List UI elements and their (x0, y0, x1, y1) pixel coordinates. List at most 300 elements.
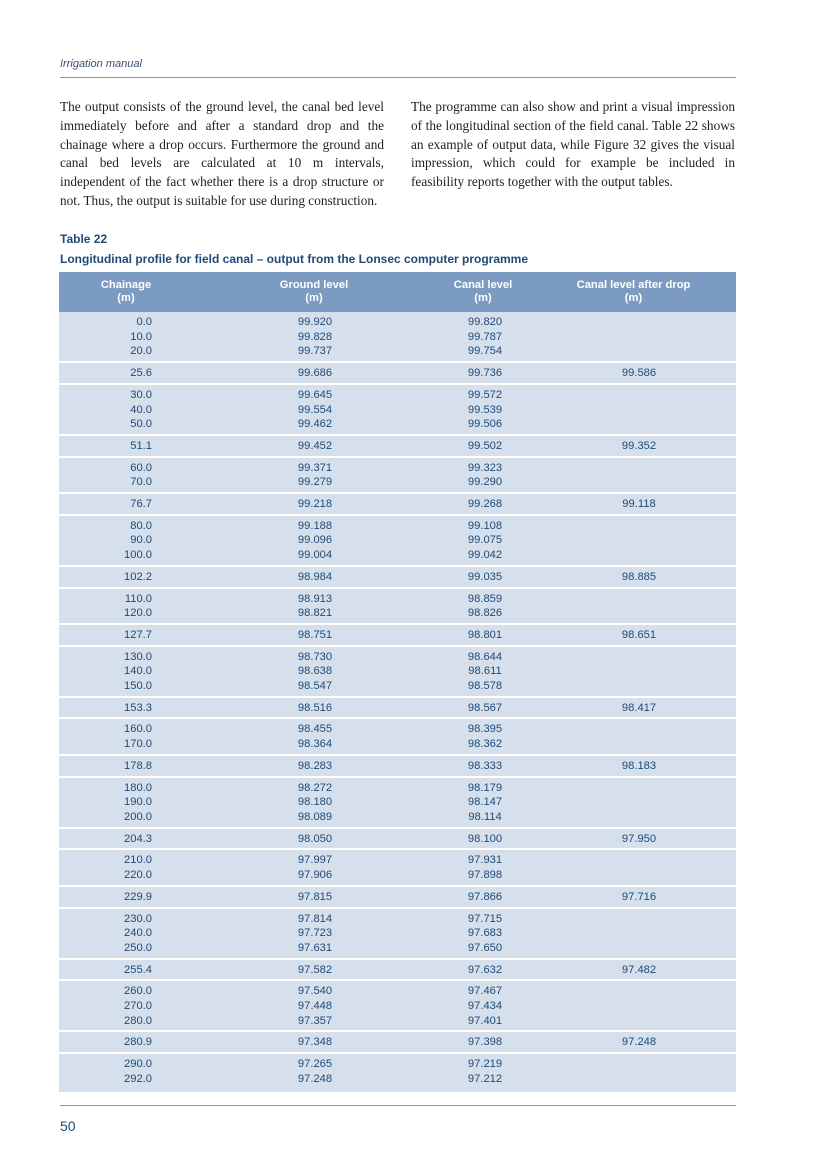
table-row-group (59, 960, 736, 982)
table-cell-chainage: 76.7 (130, 498, 152, 511)
cell-column-ground-level (202, 519, 428, 563)
table-cell-ground-level: 97.265 (297, 1058, 333, 1071)
table-cell-ground-level: 98.516 (297, 701, 333, 714)
cell-column-ground-level (202, 315, 428, 359)
header-canal-level-after-drop (531, 272, 736, 312)
table-cell-chainage: 200.0 (124, 810, 152, 823)
cell-column-canal-level (428, 570, 542, 585)
table-cell-canal-level: 98.333 (467, 759, 503, 772)
table-cell-ground-level: 99.218 (297, 498, 333, 511)
cell-column-ground-level (202, 366, 428, 381)
table-cell-canal-level: 99.035 (467, 570, 503, 583)
cell-column-chainage (59, 890, 202, 905)
table-cell-canal-level: 97.467 (467, 985, 503, 998)
table-cell-ground-level: 97.815 (297, 890, 333, 903)
cell-column-canal-level-after-drop (542, 1057, 736, 1086)
table-row-group (59, 647, 736, 698)
table-row-group (59, 1054, 736, 1088)
table-cell-ground-level: 99.188 (297, 519, 333, 532)
table-cell-ground-level: 99.645 (297, 388, 333, 401)
table-row-group (59, 567, 736, 589)
cell-column-chainage (59, 497, 202, 512)
table-row-group (59, 778, 736, 829)
table-row-group (59, 829, 736, 851)
table-cell-canal-level: 99.323 (467, 461, 503, 474)
table-cell-canal-level-after-drop (637, 344, 640, 359)
table-row-group (59, 436, 736, 458)
table-cell-ground-level: 97.448 (297, 1000, 333, 1013)
table-cell-canal-level: 98.147 (467, 796, 503, 809)
table-cell-chainage: 280.0 (124, 1014, 152, 1027)
table-cell-ground-level: 98.984 (297, 570, 333, 583)
table-cell-ground-level: 98.730 (297, 650, 333, 663)
table-cell-canal-level: 98.859 (467, 592, 503, 605)
table-row-group (59, 850, 736, 886)
table-cell-ground-level: 98.180 (297, 796, 333, 809)
cell-column-ground-level (202, 781, 428, 825)
table-cell-ground-level: 97.997 (297, 854, 333, 867)
cell-column-canal-level-after-drop (542, 366, 736, 381)
table-cell-canal-level-after-drop (637, 664, 640, 679)
table-cell-ground-level: 99.096 (297, 534, 333, 547)
table-cell-canal-level-after-drop: 97.716 (621, 890, 657, 903)
table-body (59, 312, 736, 1092)
cell-column-canal-level (428, 701, 542, 716)
table-cell-ground-level: 97.906 (297, 869, 333, 882)
cell-column-canal-level-after-drop (542, 592, 736, 621)
table-cell-canal-level-after-drop (637, 592, 640, 607)
table-row-group (59, 698, 736, 720)
cell-column-canal-level-after-drop (542, 701, 736, 716)
table-cell-ground-level: 98.364 (297, 738, 333, 751)
table-cell-canal-level-after-drop (637, 868, 640, 883)
table-cell-canal-level-after-drop (637, 533, 640, 548)
cell-column-chainage (59, 388, 202, 432)
table-cell-chainage: 60.0 (130, 461, 152, 474)
table-cell-chainage: 270.0 (124, 1000, 152, 1013)
table-cell-ground-level: 99.279 (297, 476, 333, 489)
table-row-group (59, 887, 736, 909)
table-cell-chainage: 160.0 (124, 723, 152, 736)
table-cell-ground-level: 97.814 (297, 912, 333, 925)
table-cell-canal-level-after-drop (637, 461, 640, 476)
cell-column-chainage (59, 461, 202, 490)
header-ground-level-name: Ground level (279, 279, 349, 291)
table-cell-chainage: 80.0 (130, 519, 152, 532)
table-row-group (59, 312, 736, 363)
table-cell-canal-level-after-drop: 97.950 (621, 832, 657, 845)
table-cell-canal-level: 99.290 (467, 476, 503, 489)
cell-column-ground-level (202, 388, 428, 432)
cell-column-canal-level (428, 759, 542, 774)
cell-column-canal-level (428, 984, 542, 1028)
table-cell-canal-level-after-drop: 99.586 (621, 367, 657, 380)
table-row-group (59, 589, 736, 625)
table-cell-canal-level: 99.506 (467, 418, 503, 431)
footer-rule (60, 1105, 736, 1106)
table-cell-canal-level: 98.826 (467, 607, 503, 620)
cell-column-canal-level-after-drop (542, 461, 736, 490)
table-cell-ground-level: 98.283 (297, 759, 333, 772)
table-row-group (59, 625, 736, 647)
cell-column-ground-level (202, 1035, 428, 1050)
header-rule (60, 77, 736, 78)
cell-column-chainage (59, 722, 202, 751)
table-cell-ground-level: 98.751 (297, 628, 333, 641)
table-cell-chainage: 110.0 (124, 592, 152, 605)
table-cell-chainage: 51.1 (130, 439, 152, 452)
table-cell-canal-level-after-drop (637, 781, 640, 796)
table-cell-chainage: 180.0 (124, 781, 152, 794)
table-cell-ground-level: 97.582 (297, 963, 333, 976)
table-cell-chainage: 90.0 (130, 534, 152, 547)
table-cell-canal-level-after-drop (637, 606, 640, 621)
cell-column-chainage (59, 570, 202, 585)
table-cell-canal-level-after-drop (637, 315, 640, 330)
table-cell-canal-level: 98.578 (467, 680, 503, 693)
table-label: Table 22 (60, 232, 108, 246)
table-cell-canal-level: 98.362 (467, 738, 503, 751)
cell-column-canal-level-after-drop (542, 759, 736, 774)
cell-column-chainage (59, 366, 202, 381)
cell-column-canal-level (428, 650, 542, 694)
table-cell-canal-level-after-drop (637, 388, 640, 403)
header-canal-after-drop-name: Canal level after drop (576, 279, 691, 291)
cell-column-canal-level-after-drop (542, 628, 736, 643)
table-cell-chainage: 250.0 (124, 941, 152, 954)
table-cell-canal-level: 97.401 (467, 1014, 503, 1027)
table-cell-ground-level: 99.920 (297, 316, 333, 328)
table-cell-canal-level-after-drop (637, 795, 640, 810)
cell-column-canal-level (428, 366, 542, 381)
header-canal-level (435, 272, 531, 312)
cell-column-canal-level (428, 628, 542, 643)
table-caption: Longitudinal profile for field canal – output from the Lonsec computer programme (60, 252, 529, 266)
cell-column-canal-level-after-drop (542, 722, 736, 751)
cell-column-chainage (59, 439, 202, 454)
table-row-group (59, 719, 736, 755)
table-cell-canal-level: 97.434 (467, 1000, 503, 1013)
table-cell-ground-level: 98.272 (297, 781, 333, 794)
cell-column-chainage (59, 759, 202, 774)
table-cell-canal-level: 99.754 (467, 345, 503, 358)
table-cell-canal-level: 97.866 (467, 890, 503, 903)
cell-column-chainage (59, 912, 202, 956)
cell-column-ground-level (202, 497, 428, 512)
cell-column-ground-level (202, 570, 428, 585)
table-cell-ground-level: 98.455 (297, 723, 333, 736)
table-cell-canal-level: 98.801 (467, 628, 503, 641)
running-header: Irrigation manual (60, 58, 142, 70)
paragraph-right: The programme can also show and print a visual impression of the longitudinal section of the field canal. Table 22 shows an example of output data, while Figure 32 gives the visual impression, which could for example be included in feasibility reports together with the output tables. (411, 99, 735, 190)
table-cell-canal-level-after-drop (637, 810, 640, 825)
cell-column-canal-level (428, 439, 542, 454)
table-cell-canal-level: 98.644 (467, 650, 503, 663)
cell-column-ground-level (202, 963, 428, 978)
table-cell-chainage: 170.0 (124, 738, 152, 751)
table-row-group (59, 385, 736, 436)
cell-column-canal-level-after-drop (542, 781, 736, 825)
table-cell-canal-level-after-drop: 98.183 (621, 759, 657, 772)
cell-column-canal-level-after-drop (542, 890, 736, 905)
header-chainage-unit: (m) (117, 292, 135, 304)
cell-column-canal-level (428, 388, 542, 432)
cell-column-chainage (59, 701, 202, 716)
table-cell-canal-level: 99.736 (467, 367, 503, 380)
cell-column-canal-level (428, 315, 542, 359)
table-cell-canal-level: 99.539 (467, 403, 503, 416)
table-cell-chainage: 178.8 (124, 759, 152, 772)
table-cell-canal-level-after-drop (637, 1072, 640, 1087)
table-cell-chainage: 150.0 (124, 680, 152, 693)
table-cell-ground-level: 99.828 (297, 330, 333, 343)
cell-column-ground-level (202, 912, 428, 956)
header-canal-after-drop-unit: (m) (624, 292, 643, 304)
table-cell-chainage: 30.0 (130, 388, 152, 401)
cell-column-canal-level (428, 963, 542, 978)
table-cell-canal-level-after-drop: 98.417 (621, 701, 657, 714)
cell-column-ground-level (202, 461, 428, 490)
table-cell-canal-level: 97.650 (467, 941, 503, 954)
table-cell-ground-level: 98.547 (297, 680, 333, 693)
cell-column-chainage (59, 592, 202, 621)
cell-column-ground-level (202, 701, 428, 716)
table-cell-ground-level: 98.913 (297, 592, 333, 605)
table-cell-chainage: 102.2 (124, 570, 152, 583)
table-cell-ground-level: 99.452 (297, 439, 333, 452)
cell-column-canal-level (428, 1057, 542, 1086)
table-cell-chainage: 204.3 (124, 832, 152, 845)
cell-column-canal-level (428, 1035, 542, 1050)
cell-column-canal-level-after-drop (542, 912, 736, 956)
cell-column-canal-level-after-drop (542, 439, 736, 454)
header-ground-level (193, 272, 435, 312)
table-cell-canal-level: 98.114 (468, 810, 502, 823)
table-cell-ground-level: 97.631 (297, 941, 333, 954)
table-cell-canal-level-after-drop (637, 548, 640, 563)
table-cell-canal-level: 97.931 (467, 854, 503, 867)
cell-column-ground-level (202, 853, 428, 882)
table-cell-chainage: 40.0 (130, 403, 152, 416)
cell-column-chainage (59, 650, 202, 694)
table-cell-chainage: 240.0 (124, 927, 152, 940)
cell-column-canal-level-after-drop (542, 650, 736, 694)
table-cell-canal-level: 98.611 (468, 665, 502, 678)
table-cell-ground-level: 98.050 (297, 832, 333, 845)
cell-column-chainage (59, 628, 202, 643)
table-cell-ground-level: 99.737 (297, 345, 333, 358)
table-cell-canal-level: 98.395 (467, 723, 503, 736)
table-cell-ground-level: 98.638 (297, 665, 333, 678)
table-cell-canal-level-after-drop: 98.651 (621, 628, 657, 641)
table-cell-ground-level: 99.686 (297, 367, 333, 380)
table-cell-canal-level-after-drop: 98.885 (621, 570, 657, 583)
table-cell-canal-level: 99.108 (467, 519, 503, 532)
cell-column-canal-level (428, 912, 542, 956)
cell-column-canal-level-after-drop (542, 519, 736, 563)
cell-column-ground-level (202, 759, 428, 774)
table-cell-canal-level-after-drop (637, 912, 640, 927)
cell-column-ground-level (202, 628, 428, 643)
cell-column-ground-level (202, 1057, 428, 1086)
cell-column-ground-level (202, 650, 428, 694)
table-cell-chainage: 153.3 (124, 701, 152, 714)
table-cell-chainage: 120.0 (124, 607, 152, 620)
cell-column-canal-level-after-drop (542, 497, 736, 512)
cell-column-canal-level-after-drop (542, 570, 736, 585)
table-cell-chainage: 280.9 (124, 1036, 152, 1049)
table-cell-canal-level-after-drop (637, 519, 640, 534)
cell-column-canal-level-after-drop (542, 388, 736, 432)
table-cell-chainage: 70.0 (130, 476, 152, 489)
cell-column-canal-level-after-drop (542, 832, 736, 847)
cell-column-canal-level-after-drop (542, 984, 736, 1028)
data-table (59, 272, 736, 1092)
table-row-group (59, 363, 736, 385)
cell-column-canal-level-after-drop (542, 853, 736, 882)
cell-column-canal-level-after-drop (542, 963, 736, 978)
cell-column-ground-level (202, 722, 428, 751)
table-cell-canal-level-after-drop (637, 1014, 640, 1029)
table-cell-ground-level: 99.371 (297, 461, 333, 474)
header-chainage-name: Chainage (100, 279, 152, 291)
cell-column-chainage (59, 315, 202, 359)
table-cell-canal-level: 98.100 (467, 832, 503, 845)
table-cell-chainage: 100.0 (124, 549, 152, 562)
cell-column-chainage (59, 853, 202, 882)
cell-column-chainage (59, 781, 202, 825)
cell-column-ground-level (202, 592, 428, 621)
table-cell-chainage: 20.0 (130, 345, 152, 358)
header-canal-level-name: Canal level (453, 279, 513, 291)
table-cell-ground-level: 98.821 (297, 607, 333, 620)
table-cell-canal-level-after-drop (637, 679, 640, 694)
table-cell-chainage: 127.7 (124, 628, 152, 641)
table-cell-canal-level-after-drop (637, 984, 640, 999)
table-cell-ground-level: 98.089 (297, 810, 333, 823)
table-cell-ground-level: 97.357 (297, 1014, 333, 1027)
cell-column-canal-level (428, 519, 542, 563)
table-cell-ground-level: 97.248 (297, 1072, 333, 1085)
table-cell-chainage: 292.0 (124, 1072, 152, 1085)
table-row-group (59, 1032, 736, 1054)
table-cell-canal-level-after-drop (637, 853, 640, 868)
table-cell-canal-level: 99.502 (467, 439, 503, 452)
table-row-group (59, 494, 736, 516)
table-cell-canal-level-after-drop (637, 403, 640, 418)
table-cell-canal-level: 97.683 (467, 927, 503, 940)
table-cell-canal-level: 99.820 (467, 316, 503, 328)
table-cell-canal-level: 99.268 (467, 498, 503, 511)
page-number: 50 (60, 1118, 76, 1134)
table-cell-canal-level-after-drop: 99.352 (621, 439, 657, 452)
table-cell-canal-level-after-drop (637, 330, 640, 345)
cell-column-canal-level-after-drop (542, 315, 736, 359)
table-cell-canal-level-after-drop (637, 475, 640, 490)
table-cell-canal-level: 97.715 (467, 912, 503, 925)
cell-column-canal-level (428, 890, 542, 905)
cell-column-ground-level (202, 984, 428, 1028)
cell-column-canal-level (428, 461, 542, 490)
table-cell-canal-level: 97.398 (467, 1036, 503, 1049)
table-cell-ground-level: 99.004 (297, 549, 333, 562)
cell-column-canal-level (428, 592, 542, 621)
table-cell-canal-level-after-drop (637, 650, 640, 665)
cell-column-chainage (59, 519, 202, 563)
table-cell-chainage: 50.0 (130, 418, 152, 431)
cell-column-canal-level (428, 832, 542, 847)
table-cell-chainage: 190.0 (124, 796, 152, 809)
cell-column-canal-level (428, 497, 542, 512)
table-cell-canal-level-after-drop (637, 999, 640, 1014)
table-cell-canal-level-after-drop (637, 926, 640, 941)
table-cell-canal-level: 97.219 (467, 1058, 503, 1071)
table-cell-ground-level: 97.723 (297, 927, 333, 940)
table-cell-chainage: 260.0 (124, 985, 152, 998)
cell-column-chainage (59, 984, 202, 1028)
table-cell-canal-level-after-drop (637, 722, 640, 737)
table-cell-chainage: 25.6 (130, 367, 152, 380)
paragraph-left: The output consists of the ground level, the canal bed level immediately before and after a standard drop and the chainage where a drop occurs. Furthermore the ground and canal bed levels are calculated at 10 m intervals, independent of the fact whether there is a drop structure or not. Thus, the output is suitable for use during construction. (60, 99, 384, 208)
cell-column-chainage (59, 1035, 202, 1050)
table-cell-canal-level-after-drop (637, 417, 640, 432)
table-cell-canal-level: 98.179 (467, 781, 503, 794)
table-cell-canal-level-after-drop (637, 941, 640, 956)
table-cell-canal-level: 99.042 (467, 549, 503, 562)
cell-column-chainage (59, 1057, 202, 1086)
table-cell-ground-level: 97.348 (297, 1036, 333, 1049)
table-row-group (59, 756, 736, 778)
table-header-row (59, 272, 736, 312)
table-row-group (59, 458, 736, 494)
table-cell-chainage: 140.0 (124, 665, 152, 678)
cell-column-canal-level-after-drop (542, 1035, 736, 1050)
header-chainage (59, 272, 193, 312)
table-row-group (59, 516, 736, 567)
table-cell-canal-level: 99.075 (467, 534, 503, 547)
table-cell-chainage: 229.9 (124, 890, 152, 903)
table-cell-chainage: 0.0 (136, 316, 152, 328)
cell-column-chainage (59, 832, 202, 847)
cell-column-ground-level (202, 439, 428, 454)
table-cell-chainage: 210.0 (124, 854, 152, 867)
table-cell-canal-level: 98.567 (467, 701, 503, 714)
cell-column-canal-level (428, 853, 542, 882)
header-ground-level-unit: (m) (305, 292, 323, 304)
cell-column-ground-level (202, 832, 428, 847)
table-cell-canal-level-after-drop: 97.248 (621, 1036, 657, 1049)
cell-column-canal-level (428, 781, 542, 825)
table-cell-canal-level: 97.632 (467, 963, 503, 976)
table-cell-chainage: 130.0 (124, 650, 152, 663)
header-canal-level-unit: (m) (474, 292, 492, 304)
cell-column-chainage (59, 963, 202, 978)
table-cell-canal-level-after-drop (637, 737, 640, 752)
table-cell-canal-level-after-drop (637, 1057, 640, 1072)
table-cell-chainage: 10.0 (130, 330, 152, 343)
table-cell-ground-level: 99.554 (297, 403, 333, 416)
table-row-group (59, 909, 736, 960)
table-cell-chainage: 255.4 (124, 963, 152, 976)
table-cell-chainage: 290.0 (124, 1058, 152, 1071)
table-cell-canal-level: 97.898 (467, 869, 503, 882)
table-cell-chainage: 230.0 (124, 912, 152, 925)
cell-column-ground-level (202, 890, 428, 905)
table-cell-canal-level: 99.787 (467, 330, 503, 343)
table-cell-ground-level: 99.462 (297, 418, 333, 431)
table-cell-canal-level-after-drop: 97.482 (621, 963, 657, 976)
table-cell-ground-level: 97.540 (297, 985, 333, 998)
